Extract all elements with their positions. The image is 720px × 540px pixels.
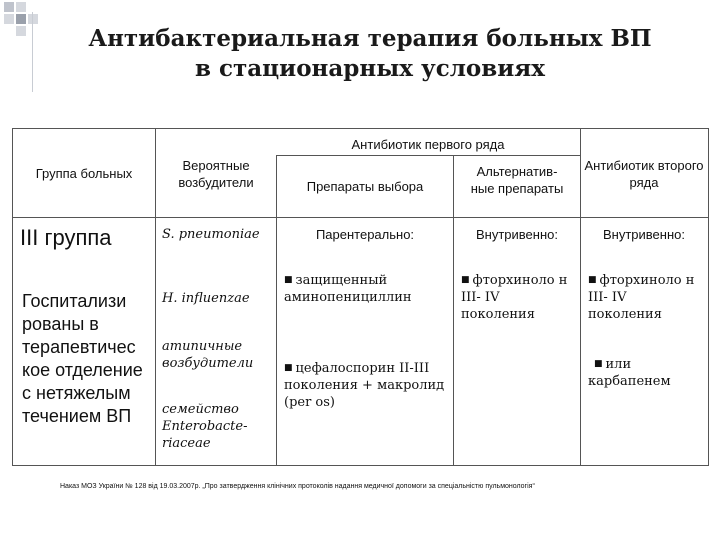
second-line-item-2-text: или карбапенем <box>588 357 671 389</box>
header-first-line: Антибиотик первого ряда <box>351 137 505 152</box>
bullet-icon: ■ <box>284 363 293 373</box>
title-line-1: Антибактериальная терапия больных ВП <box>88 25 652 52</box>
slide-title <box>40 24 700 84</box>
second-line-item-1-text: фторхиноло н III- IV поколения <box>588 273 695 322</box>
bullet-icon: ■ <box>284 275 293 285</box>
footnote: Наказ МОЗ України № 128 від 19.03.2007р. „Про затвердження клінічних протоколів надання медичної допомоги за спеціальністю пульмонологія“ <box>60 483 535 490</box>
decor-square-5 <box>28 14 38 24</box>
header-subdivider <box>276 155 581 156</box>
pathogen-s-pneumoniae: S. pneumoniae <box>162 227 260 242</box>
decor-square-4 <box>16 14 26 24</box>
choice-item-1-text: защищенный аминопенициллин <box>284 273 412 305</box>
header-second-line: Антибиотик второго ряда <box>584 158 704 190</box>
title-line-2: в стационарных условиях <box>195 55 545 82</box>
second-line-item-1 <box>588 272 700 323</box>
bullet-icon: ■ <box>461 275 470 285</box>
choice-route: Парентерально: <box>315 227 415 242</box>
pathogen-atypical: атипичные возбудители <box>162 339 254 371</box>
alternative-route: Внутривенно: <box>476 227 558 242</box>
pathogen-h-influenzae: H. influenzae <box>162 291 250 306</box>
col-divider-3 <box>453 155 454 465</box>
decor-square-1 <box>4 2 14 12</box>
choice-item-2 <box>284 360 450 411</box>
bullet-icon: ■ <box>594 359 603 369</box>
decor-line <box>32 12 33 92</box>
second-line-route: Внутривенно: <box>603 227 685 242</box>
second-line-item-2 <box>588 356 700 390</box>
group-description: Госпитализи рованы в терапевтичес кое отделение с нетяжелым течением ВП <box>22 291 143 426</box>
header-choice: Препараты выбора <box>306 179 424 194</box>
header-bottom-line <box>12 217 708 218</box>
bullet-icon: ■ <box>588 275 597 285</box>
alternative-item-1 <box>461 272 571 323</box>
header-alternative: Альтернатив-ные препараты <box>470 164 564 196</box>
col-divider-1 <box>155 128 156 465</box>
header-pathogens: Вероятные возбудители <box>178 158 254 190</box>
col-divider-4 <box>580 128 581 465</box>
pathogen-enterobacteriaceae: семейство Enterobacte-riaceae <box>162 402 248 451</box>
decor-square-6 <box>16 26 26 36</box>
decor-square-2 <box>16 2 26 12</box>
col-divider-2 <box>276 155 277 465</box>
alternative-item-1-text: фторхиноло н III- IV поколения <box>461 273 568 322</box>
choice-item-2-text: цефалоспорин II-III поколения + макролид (per os) <box>284 361 445 410</box>
decor-square-3 <box>4 14 14 24</box>
choice-item-1 <box>284 272 444 306</box>
header-group: Группа больных <box>35 166 133 181</box>
group-label: III группа <box>20 225 112 250</box>
